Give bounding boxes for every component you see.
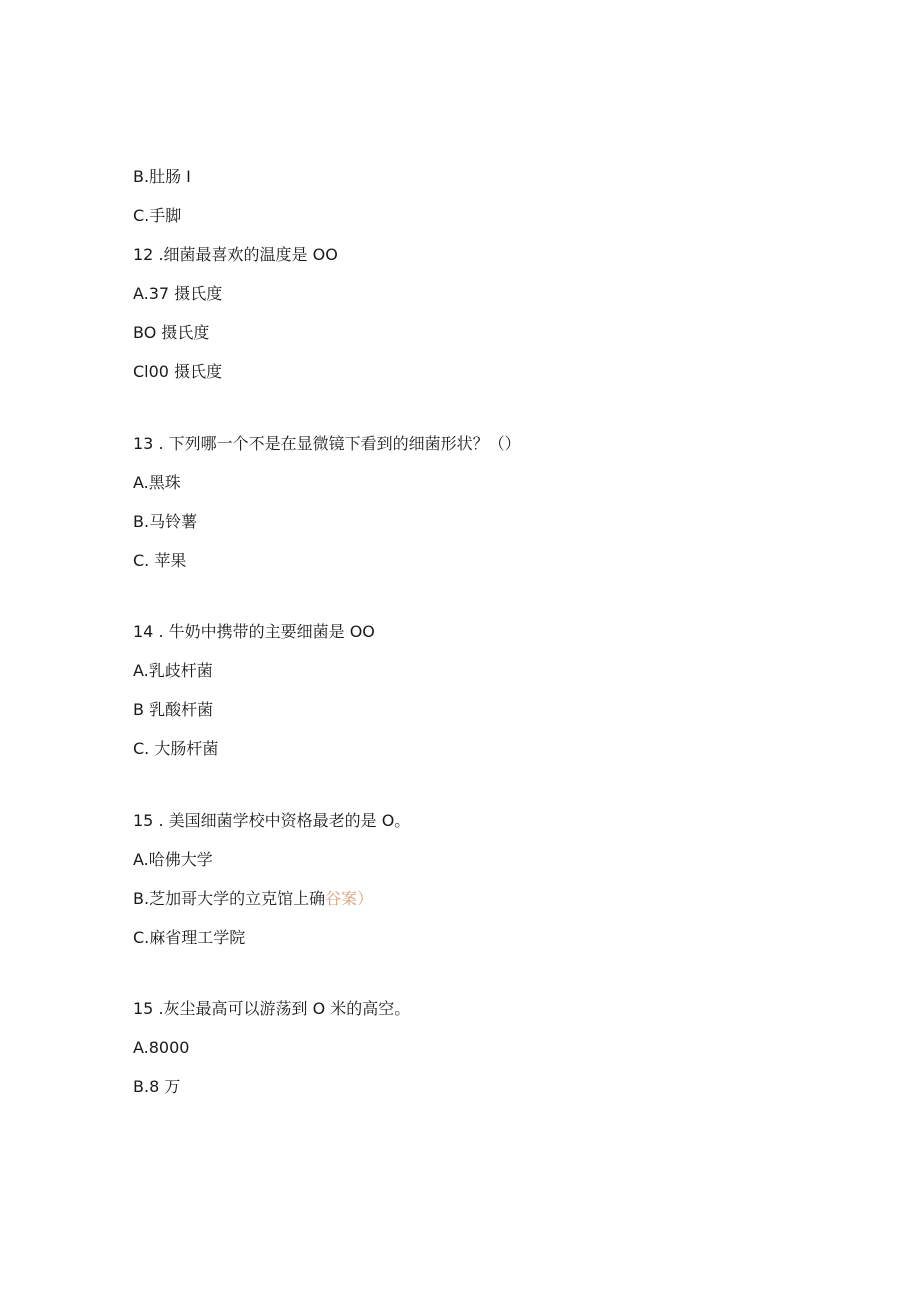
option-13a: A.黑珠 [133,473,181,492]
option-11c: C.手脚 [133,206,182,225]
option-12b: BO 摄氏度 [133,323,210,342]
option-14a: A.乳歧杆菌 [133,661,213,680]
option-12c: Cl00 摄氏度 [133,362,223,381]
option-14b: B 乳酸杆菌 [133,700,214,719]
option-15c: C.麻省理工学院 [133,928,246,947]
answer-mark: 谷案） [325,889,374,908]
option-12a: A.37 摄氏度 [133,284,223,303]
option-15b-text: B.芝加哥大学的立克馆上确 [133,889,326,908]
option-14c: C. 大肠杆菌 [133,739,219,758]
option-13b: B.马铃薯 [133,512,198,531]
option-dust-b: B.8 万 [133,1077,181,1096]
option-15a: A.哈佛大学 [133,850,213,869]
option-15b [133,889,373,909]
question-14: 14 . 牛奶中携带的主要细菌是 OO [133,622,375,641]
question-15-dust: 15 .灰尘最高可以游荡到 O 米的高空。 [133,999,411,1018]
question-12: 12 .细菌最喜欢的温度是 OO [133,245,338,264]
option-11b: B.肚肠 I [133,167,191,186]
option-dust-a: A.8000 [133,1038,190,1057]
question-15: 15 . 美国细菌学校中资格最老的是 O。 [133,811,411,830]
option-13c: C. 苹果 [133,551,187,570]
question-13: 13 . 下列哪一个不是在显微镜下看到的细菌形状？（） [133,434,521,453]
